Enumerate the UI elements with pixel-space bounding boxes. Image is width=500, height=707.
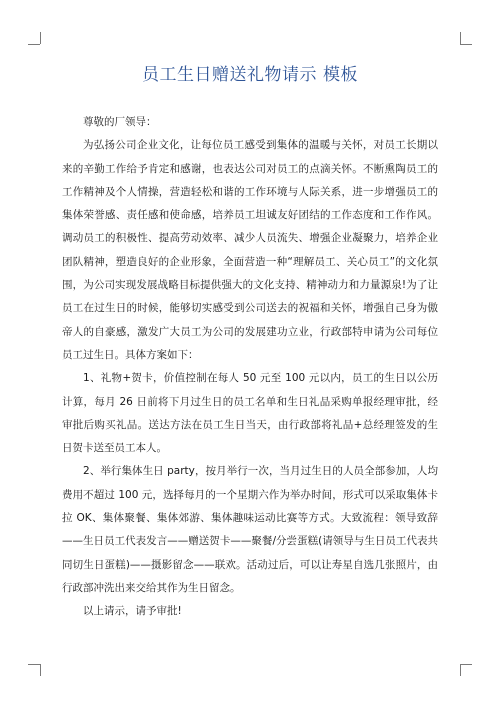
document-body <box>62 111 438 624</box>
paragraph-item-2: 2、举行集体生日 party，按月举行一次，当月过生日的人员全部参加，人均费用不超过 100 元，选择每月的一个星期六作为举办时间，形式可以采取集体卡拉 OK、集体聚餐、集体郊游、集体趣味运动比赛等方式。大致流程：领导致辞——生日员工代表发言——赠送贺卡——聚餐/分尝蛋糕(请领导与生日员工代表共同切生日蛋糕)——摄影留念——联欢。活动过后，可以让寿星自选几张照片，由行政部冲洗出来交给其作为生日留念。 <box>62 465 438 594</box>
closing-line: 以上请示，请予审批! <box>83 605 182 618</box>
paragraph-item-1: 1、礼物+贺卡，价值控制在每人 50 元至 100 元以内，员工的生日以公历计算，每月 26 日前将下月过生日的员工名单和生日礼品采购单报经理审批，经审批后购买礼品。送达方法在员工生日当天，由行政部将礼品+总经理签发的生日贺卡送至员工本人。 <box>62 372 438 455</box>
document-title: 员工生日赠送礼物请示 模板 <box>142 65 358 85</box>
paragraph-intro: 为弘扬公司企业文化，让每位员工感受到集体的温暖与关怀，对员工长期以来的辛勤工作给予肯定和感谢，也表达公司对员工的点滴关怀。不断熏陶员工的工作精神及个人情操，营造轻松和谐的工作环境与人际关系，进一步增强员工的集体荣誉感、责任感和使命感，培养员工坦诚友好团结的工作态度和工作作风。调动员工的积极性、提高劳动效率、减少人员流失、增强企业凝聚力，培养企业团队精神，塑造良好的企业形象，全面营造一种“理解员工、关心员工”的文化氛围，为公司实现发展战略目标提供强大的文化支持、精神动力和力量源泉!为了让员工在过生日的时候，能够切实感受到公司送去的祝福和关怀，增强自己身为傲帝人的自豪感，激发广大员工为公司的发展建功立业，行政部特申请为公司每位员工过生日。具体方案如下： <box>62 139 438 361</box>
salutation: 尊敬的厂领导： <box>83 116 157 128</box>
